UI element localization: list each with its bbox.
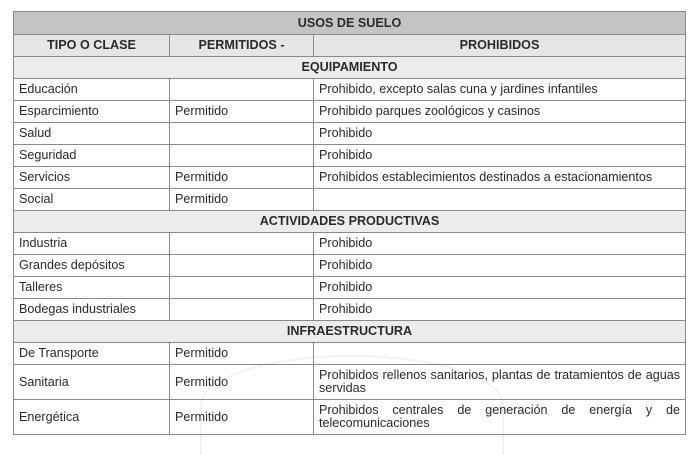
cell-permitido <box>170 255 314 277</box>
cell-prohibido: Prohibido <box>314 145 686 167</box>
cell-prohibido <box>314 343 686 365</box>
table-row <box>14 277 686 299</box>
table-row <box>14 145 686 167</box>
land-use-table <box>13 11 686 435</box>
cell-permitido: Permitido <box>170 189 314 211</box>
table-row <box>14 123 686 145</box>
cell-tipo: De Transporte <box>14 343 170 365</box>
cell-tipo: Social <box>14 189 170 211</box>
cell-permitido: Permitido <box>170 400 314 435</box>
table-row <box>14 255 686 277</box>
table-row <box>14 233 686 255</box>
column-header-row <box>14 35 686 57</box>
section-row-infraestructura <box>14 321 686 343</box>
cell-prohibido: Prohibido <box>314 299 686 321</box>
cell-tipo: Educación <box>14 79 170 101</box>
section-label: EQUIPAMIENTO <box>14 57 686 79</box>
table-row <box>14 167 686 189</box>
table-row <box>14 343 686 365</box>
cell-prohibido: Prohibido <box>314 233 686 255</box>
cell-tipo: Servicios <box>14 167 170 189</box>
cell-tipo: Sanitaria <box>14 365 170 400</box>
cell-prohibido: Prohibido, excepto salas cuna y jardines infantiles <box>314 79 686 101</box>
cell-tipo: Industria <box>14 233 170 255</box>
cell-prohibido: Prohibido <box>314 255 686 277</box>
header-permitidos: PERMITIDOS - <box>170 35 314 57</box>
table-row <box>14 189 686 211</box>
cell-tipo: Esparcimiento <box>14 101 170 123</box>
cell-permitido <box>170 233 314 255</box>
cell-permitido <box>170 277 314 299</box>
cell-permitido: Permitido <box>170 365 314 400</box>
table-title: USOS DE SUELO <box>14 12 686 35</box>
cell-tipo: Bodegas industriales <box>14 299 170 321</box>
cell-prohibido: Prohibidos rellenos sanitarios, plantas de tratamientos de aguas servidas <box>314 365 686 400</box>
cell-prohibido: Prohibido <box>314 123 686 145</box>
section-row-equipamiento <box>14 57 686 79</box>
cell-prohibido: Prohibidos establecimientos destinados a estacionamientos <box>314 167 686 189</box>
table-row <box>14 365 686 400</box>
header-prohibidos: PROHIBIDOS <box>314 35 686 57</box>
cell-tipo: Seguridad <box>14 145 170 167</box>
table-row <box>14 101 686 123</box>
table-row <box>14 400 686 435</box>
cell-permitido: Permitido <box>170 101 314 123</box>
header-tipo: TIPO O CLASE <box>14 35 170 57</box>
table-row <box>14 79 686 101</box>
cell-prohibido: Prohibidos centrales de generación de energía y de telecomunicaciones <box>314 400 686 435</box>
cell-prohibido: Prohibido parques zoológicos y casinos <box>314 101 686 123</box>
section-label: INFRAESTRUCTURA <box>14 321 686 343</box>
cell-tipo: Grandes depósitos <box>14 255 170 277</box>
cell-permitido <box>170 123 314 145</box>
cell-prohibido <box>314 189 686 211</box>
cell-permitido <box>170 299 314 321</box>
cell-permitido: Permitido <box>170 167 314 189</box>
section-label: ACTIVIDADES PRODUCTIVAS <box>14 211 686 233</box>
table-row <box>14 299 686 321</box>
cell-permitido: Permitido <box>170 343 314 365</box>
cell-tipo: Salud <box>14 123 170 145</box>
cell-tipo: Talleres <box>14 277 170 299</box>
cell-permitido <box>170 79 314 101</box>
cell-tipo: Energética <box>14 400 170 435</box>
cell-prohibido: Prohibido <box>314 277 686 299</box>
section-row-actividades-productivas <box>14 211 686 233</box>
cell-permitido <box>170 145 314 167</box>
table-title-row <box>14 12 686 35</box>
